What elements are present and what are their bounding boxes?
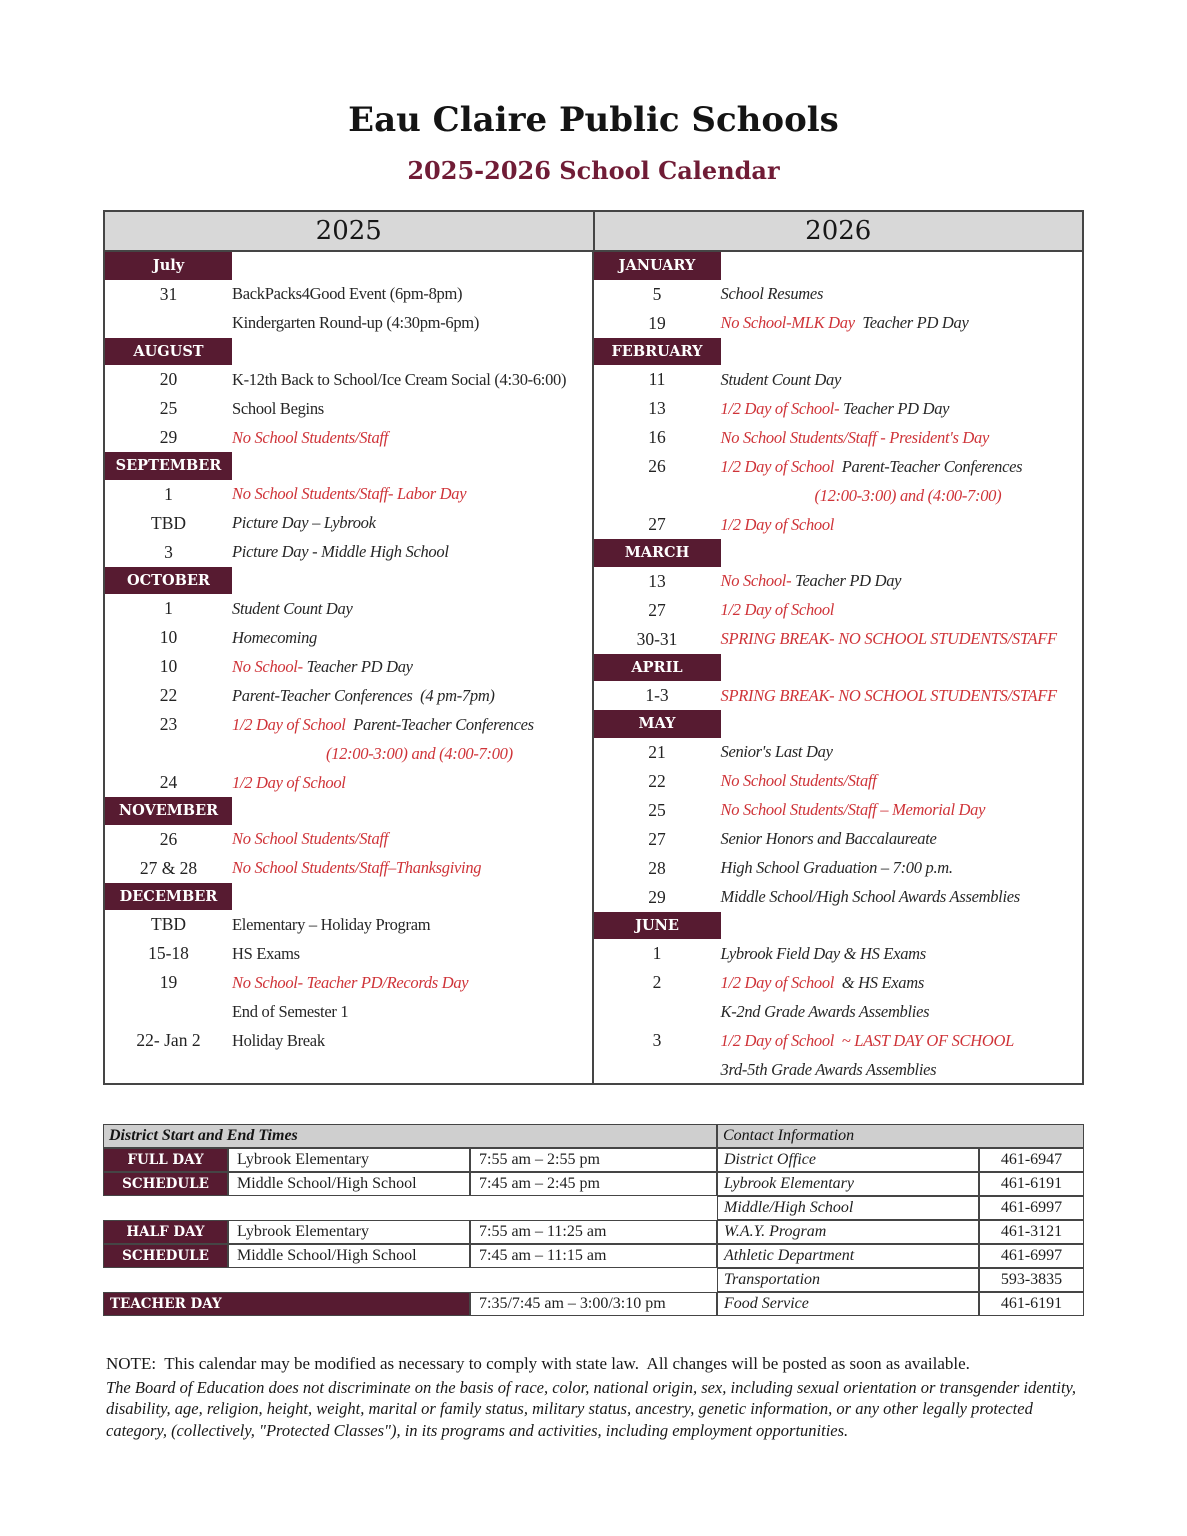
event-text-segment: Parent-Teacher Conferences	[834, 456, 1023, 476]
contact-row	[717, 1244, 1084, 1268]
event-description	[721, 601, 1083, 618]
event-date: 27	[648, 599, 666, 620]
contact-row	[717, 1268, 1084, 1292]
event-text-segment: No School Students/Staff	[720, 771, 877, 791]
event-description	[232, 945, 592, 962]
event-date: 23	[159, 714, 178, 734]
event-date: 16	[648, 427, 666, 447]
calendar-row	[105, 939, 592, 968]
event-text-segment: No School Students/Staff – Memorial Day	[720, 800, 986, 820]
schedule-row	[103, 1220, 717, 1244]
schedule-row	[103, 1172, 717, 1196]
calendar-row	[594, 681, 1083, 710]
event-description	[721, 572, 1083, 589]
event-description	[232, 859, 592, 876]
month-header-october: OCTOBER	[105, 567, 232, 595]
event-date: 25	[159, 398, 178, 418]
footer-note	[106, 1354, 1084, 1441]
event-text-segment: Middle School/High School Awards Assemblies	[720, 887, 1020, 907]
event-description	[721, 314, 1083, 331]
calendar-row	[594, 625, 1083, 654]
event-text-segment: Teacher PD Day	[791, 571, 902, 591]
event-description	[721, 458, 1083, 475]
event-date: 30-31	[636, 628, 678, 649]
event-text-segment: 1/2 Day of School	[720, 456, 835, 476]
schedule-label: HALF DAY	[103, 1220, 228, 1244]
calendar-row	[594, 567, 1083, 596]
event-text-segment: Senior Honors and Baccalaureate	[720, 829, 937, 849]
event-description	[721, 801, 1083, 818]
schedule-table-header: District Start and End Times	[103, 1124, 717, 1148]
event-text-segment: 3rd-5th Grade Awards Assemblies	[720, 1059, 937, 1079]
contact-phone: 461-6191	[979, 1172, 1084, 1196]
schedule-label: SCHEDULE	[103, 1172, 228, 1196]
event-date: 27	[648, 514, 666, 534]
event-text-segment: No School-	[232, 656, 303, 676]
event-text-segment: No School Students/Staff - President's Day	[720, 427, 989, 447]
calendar-row	[594, 738, 1083, 767]
event-text-segment: Teacher PD Day	[302, 656, 413, 676]
event-description	[721, 830, 1083, 847]
event-date: 22- Jan 2	[136, 1030, 201, 1050]
month-header-march: MARCH	[594, 539, 721, 567]
contact-name: Middle/High School	[717, 1196, 979, 1220]
event-description	[721, 371, 1083, 388]
calendar-row	[105, 652, 592, 681]
calendar-row	[105, 423, 592, 452]
event-text-segment: Student Count Day	[232, 598, 353, 618]
event-text-segment: Picture Day - Middle High School	[232, 542, 449, 562]
calendar-row	[105, 968, 592, 997]
event-date: 13	[648, 398, 666, 418]
event-text-segment: Senior's Last Day	[720, 742, 833, 762]
event-date: 11	[648, 369, 666, 389]
event-date: 27	[648, 828, 666, 849]
schedule-table-body	[103, 1148, 717, 1316]
event-date: 19	[648, 312, 666, 333]
schedule-table	[103, 1124, 717, 1316]
contact-name: Food Service	[717, 1292, 979, 1316]
contact-name: Transportation	[717, 1268, 979, 1292]
month-header-july: July	[105, 252, 232, 280]
event-description	[721, 285, 1083, 302]
event-text-segment: K-2nd Grade Awards Assemblies	[720, 1001, 930, 1021]
school-name: Middle School/High School	[228, 1244, 470, 1268]
calendar-row	[594, 280, 1083, 309]
event-text-segment: No School- Teacher PD/Records Day	[232, 972, 469, 992]
schedule-time: 7:35/7:45 am – 3:00/3:10 pm	[470, 1292, 717, 1316]
calendar-row	[594, 596, 1083, 625]
calendar-row	[594, 825, 1083, 854]
event-date: 3	[164, 541, 173, 562]
event-date: 21	[648, 741, 666, 762]
event-date: 22	[159, 685, 178, 705]
contact-phone: 461-6997	[979, 1196, 1084, 1220]
event-date: 28	[648, 857, 666, 878]
calendar-row	[594, 1055, 1083, 1084]
contact-row	[717, 1220, 1084, 1244]
calendar-row	[105, 710, 592, 739]
event-text-segment: No School Students/Staff	[232, 829, 388, 849]
event-text-segment: No School Students/Staff- Labor Day	[232, 484, 467, 504]
schedule-row	[103, 1244, 717, 1268]
event-description	[232, 314, 592, 331]
event-description	[721, 516, 1083, 533]
event-description	[721, 487, 1083, 504]
event-date: 26	[648, 456, 666, 476]
event-text-segment: 1/2 Day of School	[232, 772, 346, 792]
contact-row	[717, 1196, 1084, 1220]
event-description	[721, 743, 1083, 760]
event-text-segment: 1/2 Day of School	[232, 714, 346, 734]
event-text-segment: Holiday Break	[232, 1030, 325, 1050]
event-date: 2	[652, 972, 662, 992]
calendar-row	[594, 510, 1083, 539]
event-text-segment: & HS Exams	[834, 972, 924, 992]
event-text-segment: 1/2 Day of School	[720, 972, 835, 992]
event-date: 1	[652, 943, 662, 963]
event-text-segment: Homecoming	[232, 627, 317, 647]
contact-row	[717, 1172, 1084, 1196]
event-text-segment: SPRING BREAK- NO SCHOOL STUDENTS/STAFF	[720, 685, 1057, 705]
calendar-row	[105, 594, 592, 623]
calendar-row	[594, 1026, 1083, 1055]
event-description	[232, 600, 592, 617]
event-text-segment: High School Graduation – 7:00 p.m.	[720, 858, 953, 878]
schedule-time: 7:45 am – 2:45 pm	[470, 1172, 717, 1196]
calendar-row	[105, 825, 592, 854]
event-date: 10	[159, 656, 178, 676]
contact-table-body	[717, 1148, 1084, 1316]
event-description	[232, 543, 592, 560]
event-date: 1	[164, 598, 173, 618]
page-subtitle: 2025-2026 School Calendar	[407, 156, 780, 185]
event-description	[232, 1032, 592, 1049]
event-text-segment: 1/2 Day of School ~ LAST DAY OF SCHOOL	[720, 1030, 1014, 1050]
event-date: 31	[159, 283, 178, 304]
event-description	[232, 285, 592, 302]
calendar-row	[105, 1026, 592, 1055]
calendar-row	[594, 968, 1083, 997]
event-text-segment: (12:00-3:00) and (4:00-7:00)	[814, 485, 1002, 505]
event-text-segment: No School-MLK Day	[720, 313, 855, 333]
event-description	[232, 658, 592, 675]
schedule-gap-row	[103, 1268, 717, 1292]
event-text-segment: Teacher PD Day	[854, 313, 969, 333]
event-date: 1	[164, 483, 173, 504]
event-description	[232, 429, 592, 446]
event-text-segment: BackPacks4Good Event (6pm-8pm)	[232, 284, 463, 304]
calendar-row	[594, 423, 1083, 452]
calendar-table	[103, 210, 1084, 1085]
calendar-row	[594, 883, 1083, 912]
calendar-row	[594, 796, 1083, 825]
page-title: Eau Claire Public Schools	[348, 100, 839, 140]
event-date: 3	[652, 1030, 662, 1050]
event-text-segment: 1/2 Day of School-	[720, 398, 840, 418]
event-description	[721, 945, 1083, 962]
school-name: Middle School/High School	[228, 1172, 470, 1196]
calendar-row	[105, 480, 592, 509]
event-description	[721, 974, 1083, 991]
event-date: 19	[159, 972, 178, 992]
event-text-segment: 1/2 Day of School	[720, 600, 835, 620]
event-date: 13	[648, 570, 666, 591]
event-description	[721, 687, 1083, 704]
month-header-november: NOVEMBER	[105, 797, 232, 825]
event-date: 10	[159, 627, 178, 647]
bottom-tables	[103, 1124, 1084, 1316]
event-text-segment: HS Exams	[232, 943, 300, 963]
event-description	[721, 888, 1083, 905]
event-description	[721, 1061, 1083, 1078]
event-description	[232, 629, 592, 646]
event-description	[721, 429, 1083, 446]
event-text-segment: Teacher PD Day	[839, 398, 950, 418]
schedule-label: SCHEDULE	[103, 1244, 228, 1268]
event-description	[232, 687, 592, 704]
year-header-2026: 2026	[805, 216, 872, 246]
calendar-row	[105, 280, 592, 309]
event-date: 29	[159, 427, 178, 447]
school-name: Lybrook Elementary	[228, 1220, 470, 1244]
contact-phone: 461-3121	[979, 1220, 1084, 1244]
event-date: TBD	[151, 512, 186, 533]
calendar-row	[594, 854, 1083, 883]
event-description	[232, 1003, 592, 1020]
schedule-gap-row	[103, 1196, 717, 1220]
event-description	[721, 859, 1083, 876]
calendar-row	[105, 854, 592, 883]
teacher-day-row	[103, 1292, 717, 1316]
event-date: 26	[159, 828, 178, 849]
event-date: 1-3	[645, 685, 669, 705]
month-header-may: MAY	[594, 710, 721, 738]
event-description	[721, 1003, 1083, 1020]
calendar-row	[105, 681, 592, 710]
event-text-segment: School Resumes	[720, 284, 824, 304]
calendar-row	[105, 623, 592, 652]
contact-row	[717, 1292, 1084, 1316]
calendar-row	[105, 768, 592, 797]
event-date: TBD	[151, 914, 186, 934]
event-date: 24	[159, 772, 178, 792]
contact-table-header: Contact Information	[717, 1124, 1084, 1148]
contact-name: Lybrook Elementary	[717, 1172, 979, 1196]
month-header-august: AUGUST	[105, 338, 232, 366]
event-date: 29	[648, 886, 666, 907]
event-date: 25	[648, 799, 666, 820]
event-description	[232, 485, 592, 502]
event-text-segment: Parent-Teacher Conferences	[345, 714, 534, 734]
event-date: 20	[159, 369, 178, 389]
event-description	[721, 772, 1083, 789]
contact-phone: 593-3835	[979, 1268, 1084, 1292]
event-text-segment: Picture Day – Lybrook	[232, 513, 376, 533]
event-description	[232, 916, 592, 933]
event-text-segment: No School-	[720, 571, 792, 591]
event-description	[232, 774, 592, 791]
event-text-segment: No School Students/Staff	[232, 427, 388, 447]
calendar-columns	[105, 252, 1082, 1085]
calendar-column-2026	[594, 252, 1083, 1085]
calendar-row	[105, 910, 592, 939]
calendar-row	[594, 481, 1083, 510]
contact-name: W.A.Y. Program	[717, 1220, 979, 1244]
event-text-segment: No School Students/Staff–Thanksgiving	[232, 858, 482, 878]
contact-phone: 461-6191	[979, 1292, 1084, 1316]
contact-row	[717, 1148, 1084, 1172]
event-text-segment: K-12th Back to School/Ice Cream Social (4:30-6:00)	[232, 369, 567, 389]
event-text-segment: Parent-Teacher Conferences (4 pm-7pm)	[232, 685, 495, 705]
event-text-segment: Kindergarten Round-up (4:30pm-6pm)	[232, 313, 480, 333]
schedule-row	[103, 1148, 717, 1172]
calendar-row	[105, 394, 592, 423]
event-text-segment: Student Count Day	[720, 369, 841, 389]
event-text-segment: Elementary – Holiday Program	[232, 914, 431, 934]
event-date: 27 & 28	[139, 857, 198, 878]
event-description	[232, 716, 592, 733]
calendar-row	[594, 997, 1083, 1026]
schedule-label: TEACHER DAY	[103, 1292, 470, 1316]
schedule-label: FULL DAY	[103, 1148, 228, 1172]
month-header-february: FEBRUARY	[594, 338, 721, 366]
event-date: 5	[652, 283, 662, 304]
calendar-row	[105, 309, 592, 338]
event-description	[721, 630, 1083, 647]
calendar-row	[105, 365, 592, 394]
schedule-time: 7:55 am – 11:25 am	[470, 1220, 717, 1244]
event-description	[232, 830, 592, 847]
contact-phone: 461-6997	[979, 1244, 1084, 1268]
event-description	[721, 1032, 1083, 1049]
contact-name: Athletic Department	[717, 1244, 979, 1268]
event-description	[232, 371, 592, 388]
calendar-column-2025	[105, 252, 594, 1085]
year-header-row	[105, 212, 1082, 252]
month-header-december: DECEMBER	[105, 883, 232, 911]
event-description	[721, 400, 1083, 417]
contact-table	[717, 1124, 1084, 1316]
note-text: NOTE: This calendar may be modified as necessary to comply with state law. All changes will be posted as soon as available.	[106, 1354, 970, 1373]
month-header-june: JUNE	[594, 912, 721, 940]
calendar-row	[105, 997, 592, 1026]
month-header-january: JANUARY	[594, 252, 721, 280]
schedule-time: 7:45 am – 11:15 am	[470, 1244, 717, 1268]
event-description	[232, 514, 592, 531]
event-text-segment: (12:00-3:00) and (4:00-7:00)	[326, 743, 513, 763]
calendar-row	[594, 939, 1083, 968]
calendar-row	[594, 309, 1083, 338]
school-name: Lybrook Elementary	[228, 1148, 470, 1172]
event-text-segment: Lybrook Field Day & HS Exams	[720, 943, 926, 963]
contact-name: District Office	[717, 1148, 979, 1172]
calendar-row	[105, 509, 592, 538]
contact-phone: 461-6947	[979, 1148, 1084, 1172]
event-date: 22	[648, 770, 666, 791]
year-header-2025: 2025	[105, 212, 595, 250]
event-text-segment: 1/2 Day of School	[720, 514, 835, 534]
calendar-row	[594, 767, 1083, 796]
calendar-row	[594, 365, 1083, 394]
event-description	[232, 974, 592, 991]
event-date: 15-18	[148, 943, 189, 963]
month-header-september: SEPTEMBER	[105, 452, 232, 480]
schedule-time: 7:55 am – 2:55 pm	[470, 1148, 717, 1172]
event-description	[232, 745, 592, 762]
calendar-row	[105, 538, 592, 567]
event-description	[232, 400, 592, 417]
calendar-row	[594, 394, 1083, 423]
calendar-row	[105, 739, 592, 768]
event-text-segment: SPRING BREAK- NO SCHOOL STUDENTS/STAFF	[720, 629, 1057, 649]
nondiscrimination-text: The Board of Education does not discriminate on the basis of race, color, national origin, sex, including sexual orientation or transgender identity, disability, age, religion, height, weight, marital or family status, military status, ancestry, genetic information, or any other legally protected category, (collectively, "Protected Classes"), in its programs and activities, including employment opportunities.	[106, 1378, 1077, 1440]
event-text-segment: School Begins	[232, 398, 324, 418]
event-text-segment: End of Semester 1	[232, 1001, 349, 1021]
calendar-row	[594, 452, 1083, 481]
month-header-april: APRIL	[594, 654, 721, 682]
